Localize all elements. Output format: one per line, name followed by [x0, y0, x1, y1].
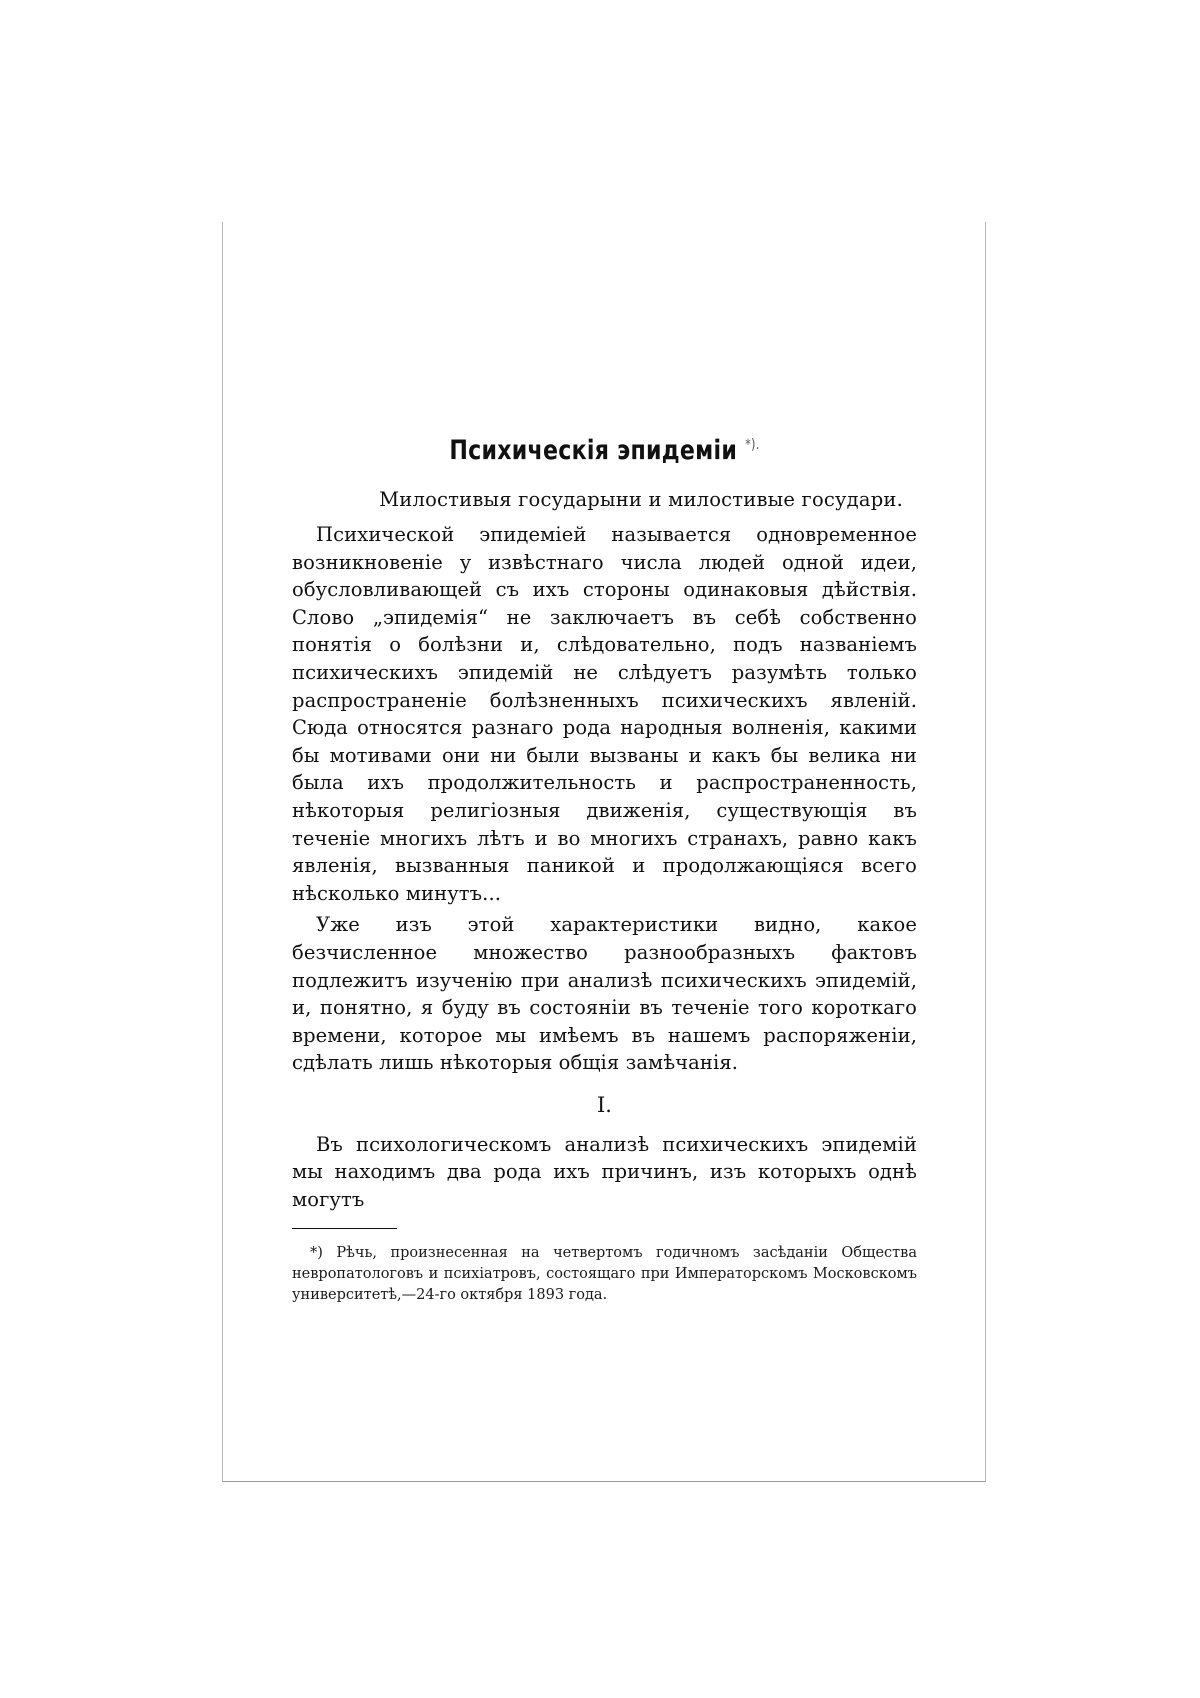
paragraph-1: Психической эпидеміей называется одновременное возникновеніе у извѣстнаго числа людей одной идеи, обусловливающей съ ихъ стороны одинаковыя дѣйствія. Слово „эпидемія“ не заключаетъ въ себѣ собственно понятія о болѣзни и, слѣдовательно, подъ названіемъ психическихъ эпидемій не слѣдуетъ разумѣть только распространеніе болѣзненныхъ психическихъ явленій. Сюда относятся разнаго рода народныя волненія, какими бы мотивами они ни были вызваны и какъ бы велика ни была ихъ продолжительность и распространенность, нѣкоторыя религіозныя движенія, существующія въ теченіе многихъ лѣтъ и во многихъ странахъ, равно какъ явленія, вызванныя паникой и продолжающіяся всего нѣсколько минутъ... — [292, 523, 917, 905]
footnote: *) Рѣчь, произнесенная на четвертомъ годичномъ засѣданіи Общества невропатологовъ и психіатровъ, состоящаго при Императорскомъ Московскомъ университетѣ,—24-го октября 1893 года. — [292, 1244, 917, 1303]
section-heading: I. — [597, 1092, 612, 1117]
section-paragraph: Въ психологическомъ анализѣ психическихъ эпидемій мы находимъ два рода ихъ причинъ, изъ которыхъ однѣ могутъ — [292, 1132, 917, 1212]
footnote-divider — [292, 1228, 397, 1229]
page-title — [348, 435, 861, 466]
document-body — [292, 435, 917, 1306]
greeting: Милостивыя государыни и милостивые государи. — [379, 488, 903, 511]
paragraph-2: Уже изъ этой характеристики видно, какое безчисленное множество разнообразныхъ фактовъ подлежитъ изученію при анализѣ психическихъ эпидемій, и, понятно, я буду въ состояніи въ теченіе того короткаго времени, которое мы имѣемъ въ нашемъ распоряженіи, сдѣлать лишь нѣкоторыя общія замѣчанія. — [292, 913, 917, 1075]
title-footnote-mark: *). — [745, 437, 760, 453]
title-text: Психическія эпидеміи — [449, 435, 738, 466]
